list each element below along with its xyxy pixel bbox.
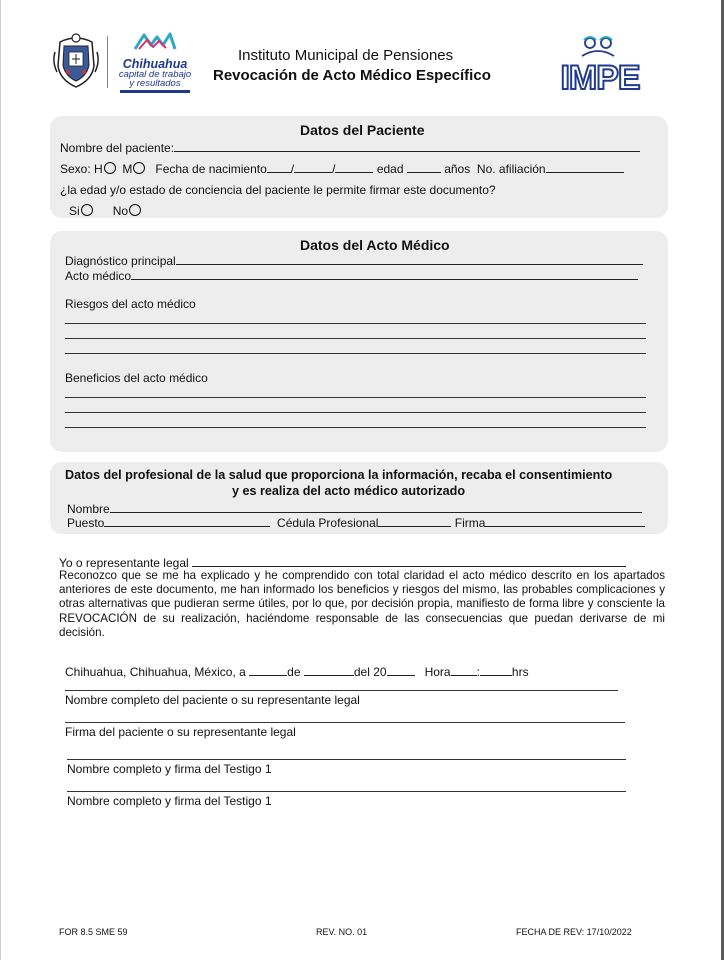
yes-radio[interactable]: [81, 204, 93, 216]
age-field[interactable]: [407, 161, 441, 173]
risks-line-3[interactable]: [65, 353, 646, 354]
professional-details-row: [67, 515, 645, 530]
place-label: Chihuahua, Chihuahua, México, a: [65, 665, 246, 679]
benefits-line-2[interactable]: [65, 412, 646, 413]
impe-logo-text: IMPE: [560, 59, 640, 92]
document-title: Revocación de Acto Médico Específico: [213, 67, 491, 84]
medical-act-row: [65, 268, 638, 283]
year-field[interactable]: [387, 664, 415, 676]
patient-section-title: Datos del Paciente: [300, 122, 425, 138]
month-field[interactable]: [304, 664, 354, 676]
time-colon: :: [476, 665, 480, 679]
patient-name-row: [60, 140, 640, 155]
del-label: del 20: [353, 665, 387, 679]
diagnosis-label: Diagnóstico principal: [65, 254, 176, 268]
chihuahua-mountains-icon: [133, 31, 177, 51]
signature-label: Firma: [454, 516, 486, 530]
risks-line-1[interactable]: [65, 323, 646, 324]
no-label: No: [112, 204, 129, 218]
benefits-line-3[interactable]: [65, 427, 646, 428]
chihuahua-logo-tagline-1: capital de trabajo: [118, 69, 192, 80]
hora-label: Hora: [424, 665, 451, 679]
medical-act-field[interactable]: [131, 268, 638, 280]
logo-divider: [107, 36, 108, 88]
affiliation-label: No. afiliación: [476, 162, 546, 176]
birth-day-field[interactable]: [267, 161, 291, 173]
license-field[interactable]: [378, 515, 451, 527]
witness-2-label: Nombre completo y firma del Testigo 1: [67, 794, 272, 808]
professional-title-line-2: y es realiza del acto médico autorizado: [232, 484, 466, 498]
benefits-line-1[interactable]: [65, 397, 646, 398]
sex-h-radio[interactable]: [104, 162, 116, 174]
institute-name: Instituto Municipal de Pensiones: [238, 47, 454, 64]
sex-row: Sexo: H M Fecha de nacimiento / / edad años No. afiliación: [60, 161, 624, 176]
chihuahua-logo-name: Chihuahua: [122, 57, 188, 71]
revision-number: REV. NO. 01: [316, 927, 368, 937]
witness-1-line[interactable]: [67, 759, 626, 760]
birth-year-field[interactable]: [335, 161, 373, 173]
age-label: edad: [376, 162, 404, 176]
professional-name-label: Nombre: [67, 502, 110, 516]
consent-question: ¿la edad y/o estado de conciencia del paciente le permite firmar este documento?: [60, 183, 496, 197]
professional-signature-field[interactable]: [485, 515, 645, 527]
years-label: años: [444, 162, 471, 176]
de-label: de: [287, 665, 301, 679]
municipal-shield-icon: [52, 32, 100, 90]
birth-month-field[interactable]: [294, 161, 332, 173]
position-field[interactable]: [104, 515, 270, 527]
patient-signature-label: Firma del paciente o su representante legal: [65, 725, 296, 739]
consent-options: [69, 204, 141, 218]
chihuahua-logo-tagline-2: y resultados: [129, 78, 181, 89]
risks-line-2[interactable]: [65, 338, 646, 339]
legal-representative-field[interactable]: [192, 555, 626, 567]
legal-representative-label: Yo o representante legal: [59, 556, 189, 570]
sex-label: Sexo: H: [60, 162, 103, 176]
diagnosis-row: [65, 253, 643, 268]
professional-title-line-1: Datos del profesional de la salud que proporciona la información, recaba el consentimiento: [65, 468, 613, 482]
revision-date: FECHA DE REV: 17/10/2022: [516, 927, 632, 937]
professional-name-row: [67, 501, 642, 516]
patient-full-name-label: Nombre completo del paciente o su representante legal: [65, 693, 360, 707]
medical-act-section-title: Datos del Acto Médico: [300, 237, 450, 253]
form-code: FOR 8.5 SME 59: [59, 927, 128, 937]
affiliation-field[interactable]: [546, 161, 624, 173]
chihuahua-logo-bar: [120, 90, 190, 93]
patient-signature-line[interactable]: [65, 722, 625, 723]
diagnosis-field[interactable]: [176, 253, 643, 265]
no-radio[interactable]: [129, 204, 141, 216]
yes-label: Si: [69, 204, 80, 218]
sex-m-label: M: [122, 162, 133, 176]
hour-field[interactable]: [451, 664, 477, 676]
patient-name-label: Nombre del paciente:: [60, 141, 175, 155]
license-label: Cédula Profesional: [277, 516, 379, 530]
hrs-label: hrs: [511, 665, 529, 679]
professional-name-field[interactable]: [110, 501, 642, 513]
sex-m-radio[interactable]: [133, 162, 145, 174]
birth-date-label: Fecha de nacimiento: [155, 162, 267, 176]
witness-1-label: Nombre completo y firma del Testigo 1: [67, 762, 272, 776]
benefits-label: Beneficios del acto médico: [65, 371, 208, 385]
declaration-paragraph: Reconozco que se me ha explicado y he comprendido con total claridad el acto médico descrito en los apartados anteriores de este documento, me han informado los beneficios y riesgos del mismo, las probables complicaciones y otras alternativas que pudieran serme útiles, por lo que, por decisión propia, manifiesto de forma libre y consciente la REVOCACIÓN de su realización, haciéndome responsable de las consecuencias que puedan derivarse de mi decisión.: [59, 569, 665, 639]
date-place-row: [65, 664, 529, 679]
risks-label: Riesgos del acto médico: [65, 297, 196, 311]
day-field[interactable]: [249, 664, 287, 676]
page-edge-left: [0, 0, 1, 960]
patient-name-field[interactable]: [174, 140, 640, 152]
position-label: Puesto: [67, 516, 105, 530]
patient-name-signature-line[interactable]: [65, 690, 618, 691]
impe-logo: [554, 34, 646, 92]
minute-field[interactable]: [480, 664, 512, 676]
chihuahua-logo: [112, 31, 198, 93]
legal-representative-row: [59, 555, 626, 570]
medical-act-label: Acto médico: [65, 269, 132, 283]
witness-2-line[interactable]: [67, 791, 626, 792]
